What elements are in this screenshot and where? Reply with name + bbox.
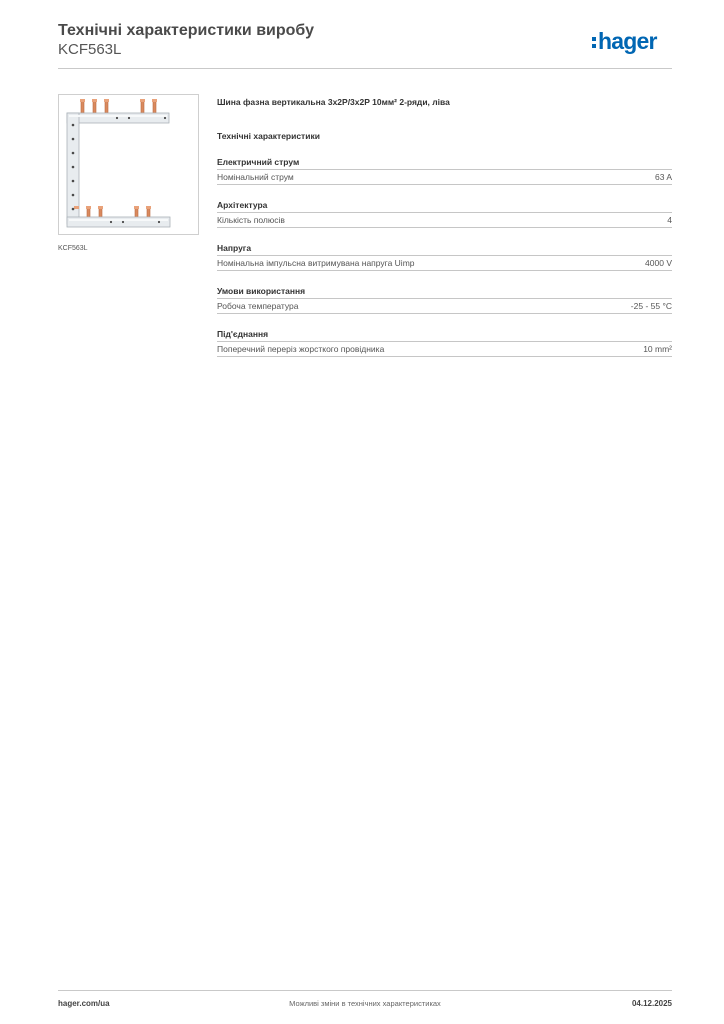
image-caption: KCF563L: [58, 245, 88, 252]
specifications: [217, 96, 672, 357]
busbar-icon: [59, 95, 198, 234]
spec-value: -25 - 55 °C: [630, 301, 672, 311]
spec-value: 10 mm²: [643, 344, 672, 354]
section-title: Технічні характеристики: [217, 131, 320, 141]
spec-label: Робоча температура: [217, 301, 299, 311]
spec-row: [217, 342, 672, 357]
logo-colon-icon: [592, 37, 596, 48]
footer-disclaimer: Можливі зміни в технічних характеристиках: [289, 999, 441, 1008]
busbar-product-image: [58, 94, 199, 235]
page-footer: [58, 990, 672, 1009]
spec-label: Поперечний переріз жорсткого провідника: [217, 344, 385, 354]
spec-group-voltage: [217, 242, 672, 271]
product-code: KCF563L: [58, 41, 122, 58]
group-title: Умови використання: [217, 285, 672, 299]
spec-group-operating-conditions: [217, 285, 672, 314]
spec-group-electric-current: [217, 156, 672, 185]
logo-text: hager: [598, 27, 657, 54]
spec-row: [217, 256, 672, 271]
spec-value: 4: [667, 215, 672, 225]
spec-row: [217, 213, 672, 228]
spec-group-connection: [217, 328, 672, 357]
page-title: Технічні характеристики виробу: [58, 22, 314, 39]
spec-label: Кількість полюсів: [217, 215, 285, 225]
hager-logo: [592, 27, 672, 55]
spec-value: 63 A: [654, 172, 672, 182]
spec-row: [217, 170, 672, 185]
website-link[interactable]: hager.com/ua: [58, 999, 110, 1008]
footer-date: 04.12.2025: [631, 999, 672, 1008]
spec-label: Номінальний струм: [217, 172, 294, 182]
page-header: [58, 22, 672, 69]
product-name: Шина фазна вертикальна 3x2P/3x2P 10мм² 2-ряди, ліва: [217, 97, 450, 107]
group-title: Архітектура: [217, 199, 672, 213]
spec-group-architecture: [217, 199, 672, 228]
spec-label: Номінальна імпульсна витримувана напруга Uimp: [217, 258, 415, 268]
group-title: Електричний струм: [217, 156, 672, 170]
spec-row: [217, 299, 672, 314]
group-title: Під'єднання: [217, 328, 672, 342]
group-title: Напруга: [217, 242, 672, 256]
spec-value: 4000 V: [645, 258, 672, 268]
